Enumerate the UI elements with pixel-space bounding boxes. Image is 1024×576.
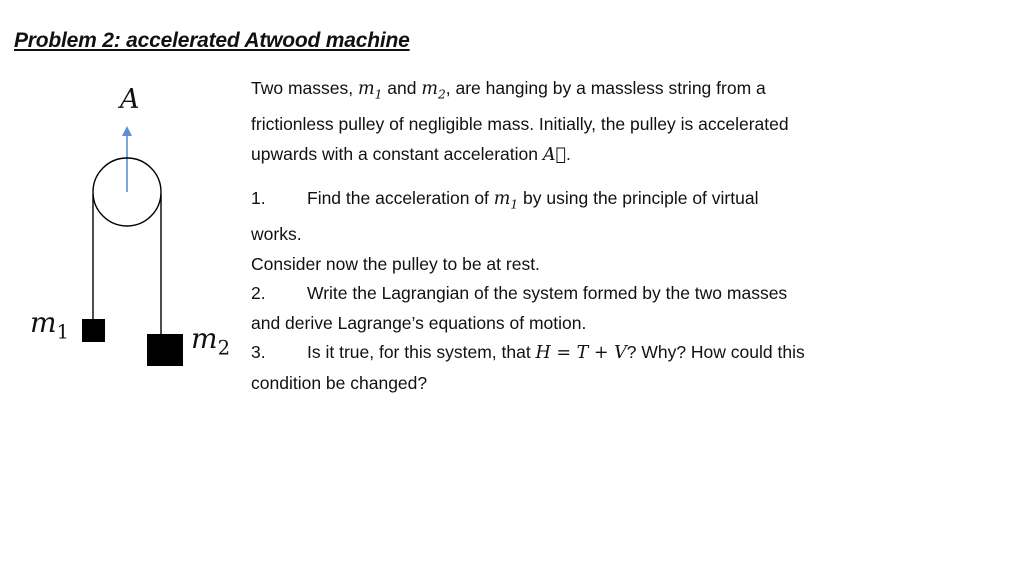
intro-text: , are hanging by a massless string from a — [445, 78, 766, 98]
intro-text: and — [382, 78, 422, 98]
math-V: V — [614, 343, 627, 363]
question-1-line-1 — [251, 184, 891, 220]
question-text: ? Why? How could this — [626, 342, 805, 362]
math-m1-sub: 1 — [374, 87, 383, 102]
question-text: Find the acceleration of — [307, 188, 494, 208]
question-number: 1. — [251, 188, 266, 208]
math-m2-letter: m — [421, 79, 438, 99]
mass-m2 — [147, 334, 183, 366]
question-3-line-1 — [251, 338, 891, 369]
question-3-line-2: condition be changed? — [251, 372, 428, 393]
label-m1-sub: 1 — [56, 320, 70, 344]
math-m2 — [421, 79, 446, 102]
intro-text: . — [565, 143, 571, 164]
intro-line-3 — [251, 140, 891, 171]
intro-text: Two masses, — [251, 78, 358, 98]
page-title: Problem 2: accelerated Atwood machine — [14, 29, 410, 52]
intro-text: upwards with a constant acceleration — [251, 143, 543, 164]
math-equals: = — [550, 343, 577, 363]
intro-line-2: frictionless pulley of negligible mass. Initially, the pulley is accelerated — [251, 114, 789, 134]
label-m2-sub: 2 — [217, 336, 231, 360]
math-m2-sub: 2 — [437, 87, 446, 102]
math-m1-letter: m — [357, 79, 375, 99]
math-m1-letter: m — [493, 189, 511, 209]
label-m2 — [191, 322, 230, 360]
label-acceleration: A — [120, 84, 140, 115]
question-text: Write the Lagrangian of the system formed by the two masses — [307, 283, 788, 303]
problem-text — [251, 74, 891, 398]
acceleration-arrow-head — [122, 126, 132, 136]
label-m1 — [30, 306, 69, 344]
question-2-line-2: and derive Lagrange’s equations of motion. — [251, 312, 587, 333]
question-number: 3. — [251, 342, 266, 362]
math-m1 — [493, 189, 519, 212]
intro-line-1 — [251, 74, 891, 110]
label-m2-letter: m — [191, 322, 218, 355]
mass-m1 — [82, 319, 105, 342]
question-2-line-1 — [251, 279, 891, 309]
question-text: Is it true, for this system, that — [307, 342, 536, 362]
math-plus: + — [588, 343, 615, 363]
math-H: H — [535, 343, 551, 363]
math-m1-sub: 1 — [510, 197, 519, 212]
rest-statement: Consider now the pulley to be at rest. — [251, 253, 540, 274]
question-1-line-2: works. — [251, 224, 302, 244]
math-T: T — [576, 343, 589, 363]
label-m1-letter: m — [30, 306, 57, 339]
question-text: by using the principle of virtual — [518, 188, 759, 208]
math-m1 — [357, 79, 383, 102]
math-acceleration: A⃗ — [542, 144, 566, 165]
question-number: 2. — [251, 283, 266, 303]
